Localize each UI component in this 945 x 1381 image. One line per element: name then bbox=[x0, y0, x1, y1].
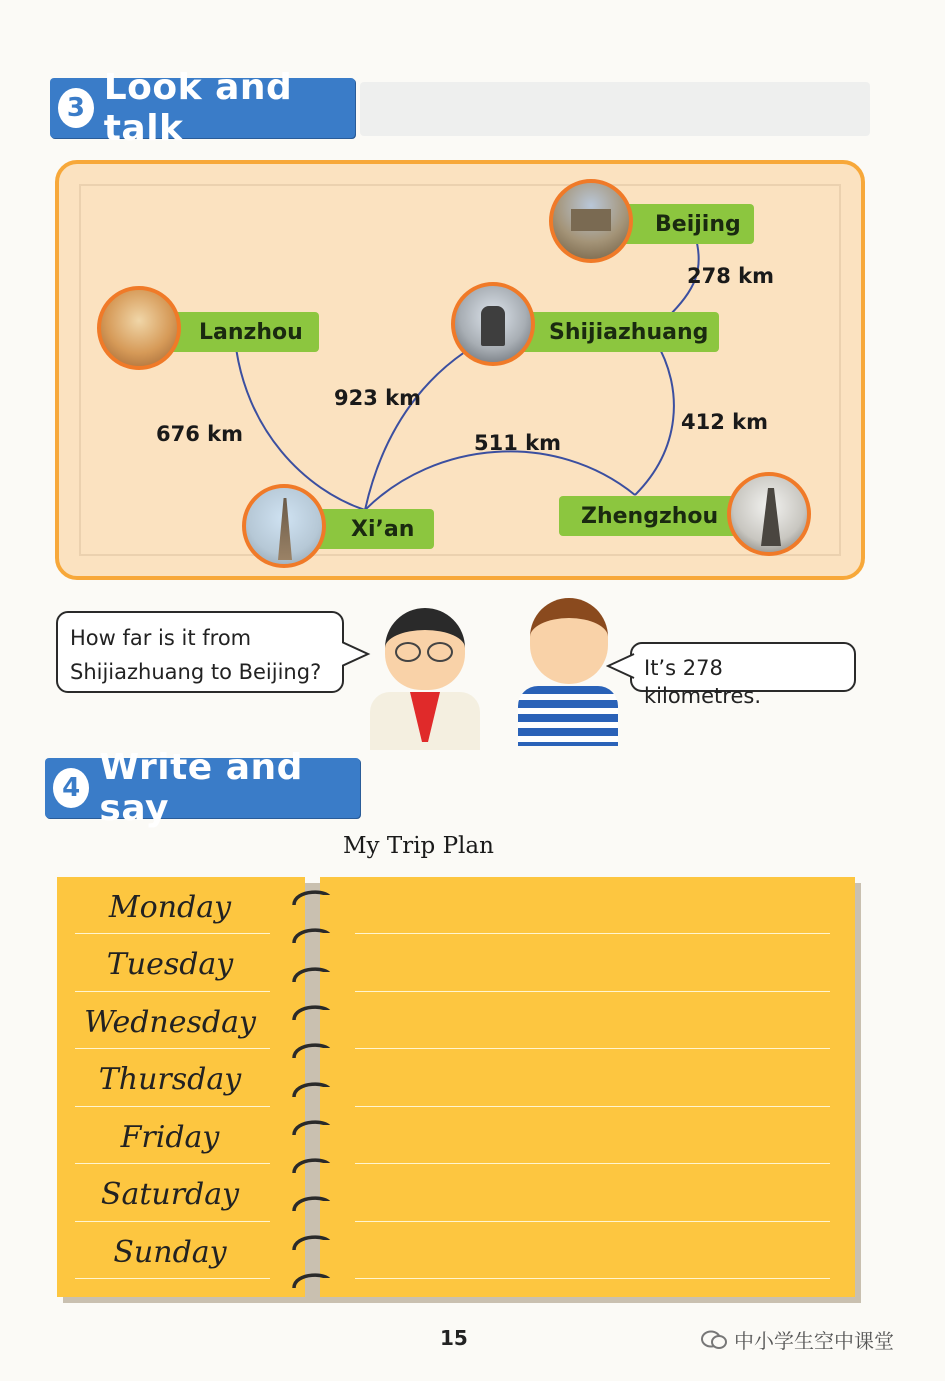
distance-zhengzhou-shijiazhuang: 412 km bbox=[681, 410, 768, 434]
notebook-right-page[interactable] bbox=[320, 877, 855, 1297]
question-speech-bubble bbox=[56, 611, 344, 693]
city-label-lanzhou bbox=[169, 312, 319, 352]
ruled-line bbox=[75, 1278, 270, 1279]
watermark bbox=[700, 1325, 894, 1354]
spiral-ring-icon bbox=[290, 1115, 334, 1139]
day-monday: Monday bbox=[108, 890, 232, 925]
city-label-beijing bbox=[619, 204, 754, 244]
ruled-line bbox=[75, 933, 270, 934]
answer-speech-bubble bbox=[630, 642, 856, 708]
zhengzhou-tower-photo bbox=[727, 472, 811, 556]
section-4-header bbox=[45, 747, 360, 829]
ruled-line bbox=[75, 991, 270, 992]
spiral-ring-icon bbox=[290, 962, 334, 986]
section-3-header bbox=[50, 67, 355, 149]
spiral-ring-icon bbox=[290, 1038, 334, 1062]
city-label-zhengzhou bbox=[559, 496, 739, 536]
trip-plan-title: My Trip Plan bbox=[343, 833, 494, 859]
city-name-shijiazhuang: Shijiazhuang bbox=[549, 319, 709, 345]
answer-text: It’s 278 kilometres. bbox=[644, 656, 761, 708]
lanzhou-statue-photo bbox=[97, 286, 181, 370]
day-saturday: Saturday bbox=[100, 1177, 240, 1212]
ruled-line bbox=[75, 1163, 270, 1164]
question-line-1: How far is it from bbox=[70, 626, 252, 650]
spiral-ring-icon bbox=[290, 1000, 334, 1024]
answer-bubble-tail bbox=[606, 652, 636, 682]
day-wednesday: Wednesday bbox=[84, 1005, 256, 1040]
spiral-ring-icon bbox=[290, 1268, 334, 1292]
beijing-great-wall-photo bbox=[549, 179, 633, 263]
watermark-text: 中小学生空中课堂 bbox=[734, 1329, 894, 1353]
distance-xian-zhengzhou: 511 km bbox=[474, 431, 561, 455]
distance-shijiazhuang-beijing: 278 km bbox=[687, 264, 774, 288]
writing-line[interactable] bbox=[355, 1106, 830, 1107]
faded-background-banner bbox=[360, 82, 870, 136]
day-thursday: Thursday bbox=[98, 1062, 242, 1097]
shijiazhuang-horse-statue-photo bbox=[451, 282, 535, 366]
wechat-icon bbox=[700, 1329, 728, 1351]
city-name-lanzhou: Lanzhou bbox=[199, 319, 303, 345]
writing-line[interactable] bbox=[355, 933, 830, 934]
day-friday: Friday bbox=[120, 1120, 220, 1155]
spiral-ring-icon bbox=[290, 885, 334, 909]
spiral-ring-icon bbox=[290, 1077, 334, 1101]
writing-line[interactable] bbox=[355, 1163, 830, 1164]
writing-line[interactable] bbox=[355, 1048, 830, 1049]
city-name-xian: Xi’an bbox=[351, 516, 415, 542]
city-label-shijiazhuang bbox=[514, 312, 719, 352]
section-4-title: Write and say bbox=[99, 747, 303, 829]
city-label-xian bbox=[309, 509, 434, 549]
writing-line[interactable] bbox=[355, 991, 830, 992]
distance-xian-shijiazhuang: 923 km bbox=[334, 386, 421, 410]
day-sunday: Sunday bbox=[113, 1235, 227, 1270]
ruled-line bbox=[75, 1048, 270, 1049]
route-lanzhou-xian bbox=[235, 340, 365, 510]
page-number: 15 bbox=[440, 1326, 468, 1350]
boy-with-glasses-illustration bbox=[365, 600, 495, 750]
spiral-ring-icon bbox=[290, 1153, 334, 1177]
route-zhengzhou-shijiazhuang bbox=[635, 340, 674, 495]
city-distance-map bbox=[55, 160, 865, 580]
ruled-line bbox=[75, 1221, 270, 1222]
xian-pagoda-photo bbox=[242, 484, 326, 568]
question-line-2: Shijiazhuang to Beijing? bbox=[70, 660, 322, 684]
ruled-line bbox=[75, 1106, 270, 1107]
spiral-ring-icon bbox=[290, 1230, 334, 1254]
section-3-title: Look and talk bbox=[103, 67, 293, 149]
city-name-beijing: Beijing bbox=[655, 211, 741, 237]
distance-lanzhou-xian: 676 km bbox=[156, 422, 243, 446]
spiral-ring-icon bbox=[290, 1191, 334, 1215]
day-tuesday: Tuesday bbox=[106, 947, 234, 982]
city-name-zhengzhou: Zhengzhou bbox=[581, 503, 719, 529]
writing-line[interactable] bbox=[355, 1221, 830, 1222]
section-4-number: 4 bbox=[53, 768, 89, 808]
writing-line[interactable] bbox=[355, 1278, 830, 1279]
spiral-ring-icon bbox=[290, 923, 334, 947]
section-3-number: 3 bbox=[58, 88, 94, 128]
